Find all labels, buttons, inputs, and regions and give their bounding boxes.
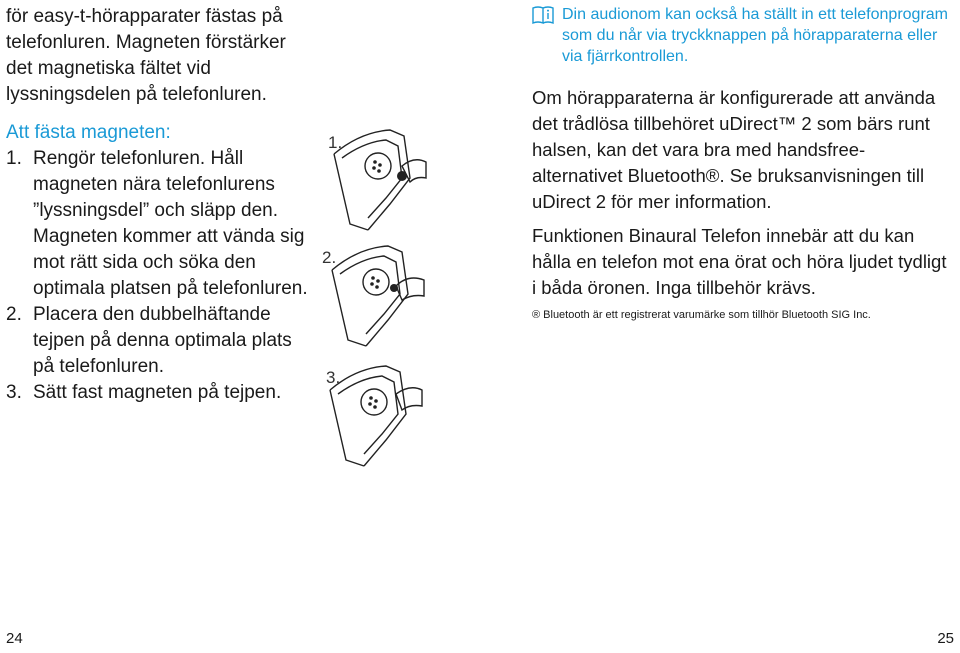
page-number-right: 25: [937, 630, 954, 647]
step-2: [6, 302, 316, 380]
left-column: [6, 4, 316, 406]
page-number-left: 24: [6, 630, 23, 647]
intro-text: för easy-t-hörapparater fästas på telefonluren. Magneten förstärker det magnetiska fältet vid lyssningsdelen på telefonluren.: [6, 6, 286, 105]
step-number: 1.: [6, 148, 22, 169]
binaural-paragraph: Funktionen Binaural Telefon innebär att du kan hålla en telefon mot ena örat och höra ljudet tydligt i båda öronen. Inga tillbehör krävs.: [532, 225, 947, 298]
step-text: Sätt fast magneten på tejpen.: [33, 382, 282, 403]
handset-illustration-2: [326, 234, 430, 348]
right-column: [532, 4, 952, 332]
trademark-footnote: ® Bluetooth är ett registrerat varumärke som tillhör Bluetooth SIG Inc.: [532, 309, 871, 321]
step-text: Rengör telefonluren. Håll magneten nära telefonlurens ”lyssningsdel” och släpp den. Magneten kommer att vända sig mot rätt sida och söka den optimala platsen på telefonluren.: [33, 148, 308, 299]
info-book-icon: [532, 4, 562, 67]
figure-label-1: 1.: [328, 133, 343, 152]
handset-illustration-3: [324, 354, 428, 468]
handset-illustration-1: [328, 118, 432, 232]
illustration-column: [318, 128, 430, 468]
step-number: 3.: [6, 382, 22, 403]
step-1: [6, 146, 316, 302]
figure-label-2: 2.: [322, 248, 337, 267]
note-text: Din audionom kan också ha ställt in ett telefonprogram som du når via tryckknappen på hörapparaterna eller via fjärrkontrollen.: [562, 6, 948, 65]
section-heading: Att fästa magneten:: [6, 122, 171, 143]
udirect-paragraph: Om hörapparaterna är konfigurerade att använda det trådlösa tillbehöret uDirect™ 2 som bärs runt halsen, kan det vara bra med handsfree-alternativet Bluetooth®. Se bruksanvisningen till uDirect 2 för mer information.: [532, 87, 936, 212]
step-text: Placera den dubbelhäftande tejpen på denna optimala plats på telefonluren.: [33, 304, 292, 377]
step-number: 2.: [6, 304, 22, 325]
info-note: [532, 4, 952, 67]
figure-label-3: 3.: [326, 368, 341, 387]
step-3: [6, 380, 316, 406]
